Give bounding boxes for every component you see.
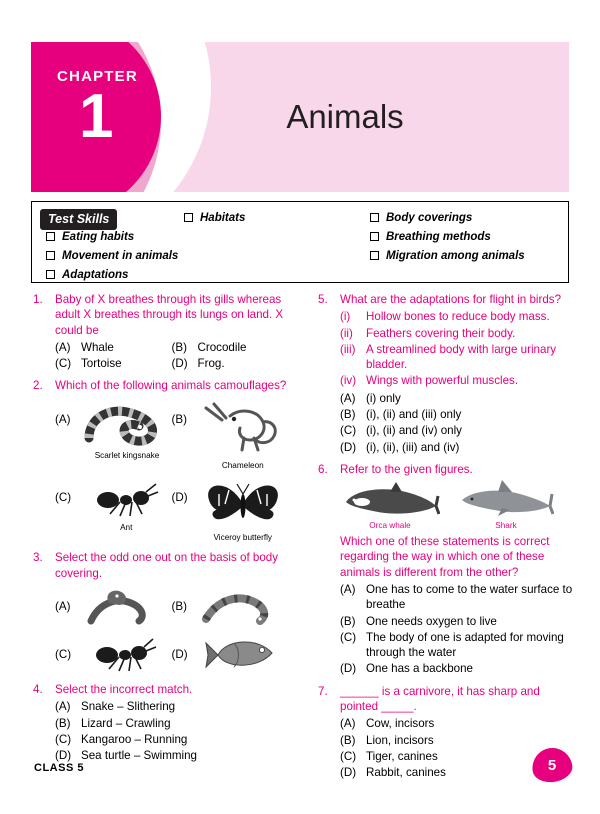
option-b[interactable] [340, 614, 573, 629]
test-skills-grid [32, 208, 570, 284]
image-options [55, 585, 288, 675]
option-label: (C) [340, 424, 357, 438]
option-text: Crocodile [197, 340, 247, 354]
option-b[interactable] [172, 340, 289, 355]
option-d[interactable] [172, 356, 289, 371]
image-caption: Ant [120, 522, 133, 532]
option-a[interactable] [55, 585, 172, 629]
option-label: (B) [340, 614, 356, 628]
image-options [55, 398, 288, 544]
roman-label: (i) [340, 310, 351, 324]
option-label: (C) [55, 732, 72, 746]
option-text: Tiger, canines [366, 749, 438, 763]
option-c[interactable] [340, 423, 573, 438]
option-a[interactable] [340, 582, 573, 613]
option-label: (D) [340, 662, 357, 676]
checkbox-icon [46, 270, 55, 279]
checkbox-icon [370, 251, 379, 260]
skill-item-habitats [184, 208, 370, 227]
option-text: (i), (ii), (iii) and (iv) [366, 440, 460, 454]
checkbox-icon [370, 232, 379, 241]
option-d[interactable] [55, 748, 288, 763]
question-stem: Baby of X breathes through its gills whereas adult X breathes through its lungs on land. X could be [55, 293, 284, 337]
option-label: (A) [340, 717, 356, 731]
option-text: Snake – Slithering [81, 700, 176, 714]
roman-item-iii [340, 342, 573, 373]
snake-image [198, 585, 288, 629]
question-3 [33, 550, 288, 675]
scarlet-kingsnake-image [81, 398, 173, 450]
ant-image [86, 476, 166, 522]
figure-caption: Shark [495, 521, 517, 531]
option-label: (D) [340, 766, 357, 780]
option-d[interactable] [172, 633, 289, 675]
question-stem: Refer to the given figures. [340, 462, 473, 476]
roman-text: Hollow bones to reduce body mass. [366, 310, 550, 324]
option-b[interactable] [172, 398, 289, 472]
roman-text: A streamlined body with large urinary bladder. [366, 342, 557, 372]
option-label: (B) [340, 408, 356, 422]
option-label: (A) [55, 340, 71, 354]
option-text: Rabbit, canines [366, 766, 446, 780]
skill-label: Adaptations [62, 268, 129, 281]
skill-item-adaptations [46, 265, 370, 284]
option-label: (B) [171, 340, 187, 354]
skill-label: Movement in animals [62, 249, 179, 262]
question-2 [33, 378, 288, 543]
option-label: (C) [340, 630, 357, 644]
skill-label: Body coverings [386, 211, 473, 224]
skill-item-movement-in-animals [46, 246, 370, 265]
chapter-number: 1 [79, 82, 114, 151]
roman-text: Feathers covering their body. [366, 326, 516, 340]
option-a[interactable] [340, 716, 573, 731]
shark-figure [458, 480, 554, 532]
page-number-badge [532, 748, 572, 782]
option-label: (B) [55, 716, 71, 730]
page-title: Animals [286, 98, 404, 135]
options [340, 582, 573, 677]
option-label: (C) [55, 490, 72, 504]
option-label: (D) [171, 357, 188, 371]
option-b[interactable] [340, 733, 573, 748]
option-label: (C) [340, 749, 357, 763]
question-1 [33, 292, 288, 371]
option-text: One needs oxygen to live [366, 614, 497, 628]
footer-class-label: CLASS 5 [34, 762, 84, 774]
options [340, 391, 573, 455]
option-d[interactable] [340, 440, 573, 455]
chameleon-image [200, 398, 286, 460]
ant-image [83, 633, 169, 675]
roman-item-i [340, 309, 573, 324]
shark-image [458, 480, 554, 520]
option-text: Cow, incisors [366, 717, 435, 731]
option-text: Sea turtle – Swimming [81, 749, 197, 763]
question-5 [318, 292, 573, 455]
question-stem: Which of the following animals camouflages? [55, 379, 287, 393]
option-text: One has to come to the water surface to breathe [366, 582, 573, 612]
questions-column-left [33, 292, 288, 771]
question-6-figures [340, 480, 573, 532]
option-c[interactable] [55, 732, 288, 747]
option-d[interactable] [340, 661, 573, 676]
option-c[interactable] [55, 476, 172, 544]
option-c[interactable] [55, 633, 172, 675]
checkbox-icon [46, 251, 55, 260]
option-text: One has a backbone [366, 662, 473, 676]
option-label: (D) [171, 490, 188, 504]
chapter-word: CHAPTER [57, 68, 138, 85]
option-text: (i), (ii) and (iv) only [366, 424, 462, 438]
roman-label: (iii) [340, 342, 356, 356]
figure-caption: Orca whale [369, 521, 411, 531]
question-6 [318, 462, 573, 677]
skill-label: Migration among animals [386, 249, 525, 262]
roman-label: (iv) [340, 374, 357, 388]
question-stem: Select the odd one out on the basis of body covering. [55, 551, 279, 580]
option-label: (C) [55, 648, 72, 662]
chapter-banner [31, 42, 569, 192]
page-number: 5 [547, 756, 557, 774]
option-text: Lizard – Crawling [81, 716, 171, 730]
question-4 [33, 682, 288, 763]
option-label: (A) [55, 412, 71, 426]
roman-statements [340, 309, 573, 388]
roman-text: Wings with powerful muscles. [366, 374, 519, 388]
option-c[interactable] [340, 630, 573, 661]
question-number: 6. [318, 462, 328, 476]
skill-item-body-coverings [370, 208, 570, 227]
question-number: 5. [318, 293, 328, 306]
option-d[interactable] [172, 476, 289, 544]
option-label: (B) [171, 600, 187, 614]
option-b[interactable] [340, 407, 573, 422]
skill-label: Habitats [200, 211, 246, 224]
cobra-image [81, 585, 171, 629]
option-label: (D) [171, 648, 188, 662]
option-text: Tortoise [81, 357, 122, 371]
question-substem: Which one of these statements is correct regarding the way in which one of these animals is different from the other? [340, 535, 550, 579]
option-text: Lion, incisors [366, 733, 434, 747]
question-number: 2. [33, 379, 43, 393]
option-label: (A) [55, 700, 71, 714]
question-number: 1. [33, 293, 43, 306]
option-b[interactable] [172, 585, 289, 629]
test-skills-tag: Test Skills [40, 209, 117, 230]
question-stem: What are the adaptations for flight in birds? [340, 293, 562, 306]
roman-item-ii [340, 326, 573, 341]
option-text: Whale [81, 340, 114, 354]
image-caption: Viceroy butterfly [213, 532, 273, 542]
checkbox-icon [370, 213, 379, 222]
option-text: Kangaroo – Running [81, 732, 188, 746]
skill-item-breathing-methods [370, 227, 570, 246]
option-text: The body of one is adapted for moving through the water [366, 630, 564, 660]
option-text: (i), (ii) and (iii) only [366, 408, 462, 422]
skill-label: Eating habits [62, 230, 135, 243]
question-number: 7. [318, 684, 328, 698]
option-label: (A) [55, 600, 71, 614]
question-number: 3. [33, 551, 43, 565]
image-caption: Scarlet kingsnake [94, 450, 160, 460]
viceroy-butterfly-image [199, 476, 287, 532]
option-label: (A) [340, 391, 356, 405]
option-text: Frog. [197, 357, 225, 371]
question-stem: ______ is a carnivore, it has sharp and pointed _____. [340, 684, 540, 714]
option-label: (D) [55, 749, 72, 763]
questions-column-right [318, 292, 573, 788]
orca-whale-image [340, 480, 440, 520]
options [55, 340, 288, 372]
fish-image [200, 633, 286, 675]
image-caption: Chameleon [221, 460, 264, 470]
orca-whale-figure [340, 480, 440, 532]
option-label: (B) [171, 412, 187, 426]
question-number: 4. [33, 683, 43, 697]
option-label: (D) [340, 440, 357, 454]
option-a[interactable] [55, 699, 288, 714]
roman-label: (ii) [340, 326, 353, 340]
option-a[interactable] [55, 398, 172, 472]
checkbox-icon [184, 213, 193, 222]
option-b[interactable] [55, 716, 288, 731]
test-skills-box [31, 201, 569, 283]
skill-item-eating-habits [46, 227, 370, 246]
option-text: (i) only [366, 391, 401, 405]
option-a[interactable] [55, 340, 172, 355]
option-label: (C) [55, 357, 72, 371]
option-a[interactable] [340, 391, 573, 406]
option-label: (A) [340, 582, 356, 596]
checkbox-icon [46, 232, 55, 241]
option-label: (B) [340, 733, 356, 747]
question-stem: Select the incorrect match. [55, 683, 193, 697]
skill-label: Breathing methods [386, 230, 491, 243]
roman-item-iv [340, 373, 573, 388]
options [55, 699, 288, 763]
option-c[interactable] [55, 356, 172, 371]
skill-item-migration-among-animals [370, 246, 570, 265]
